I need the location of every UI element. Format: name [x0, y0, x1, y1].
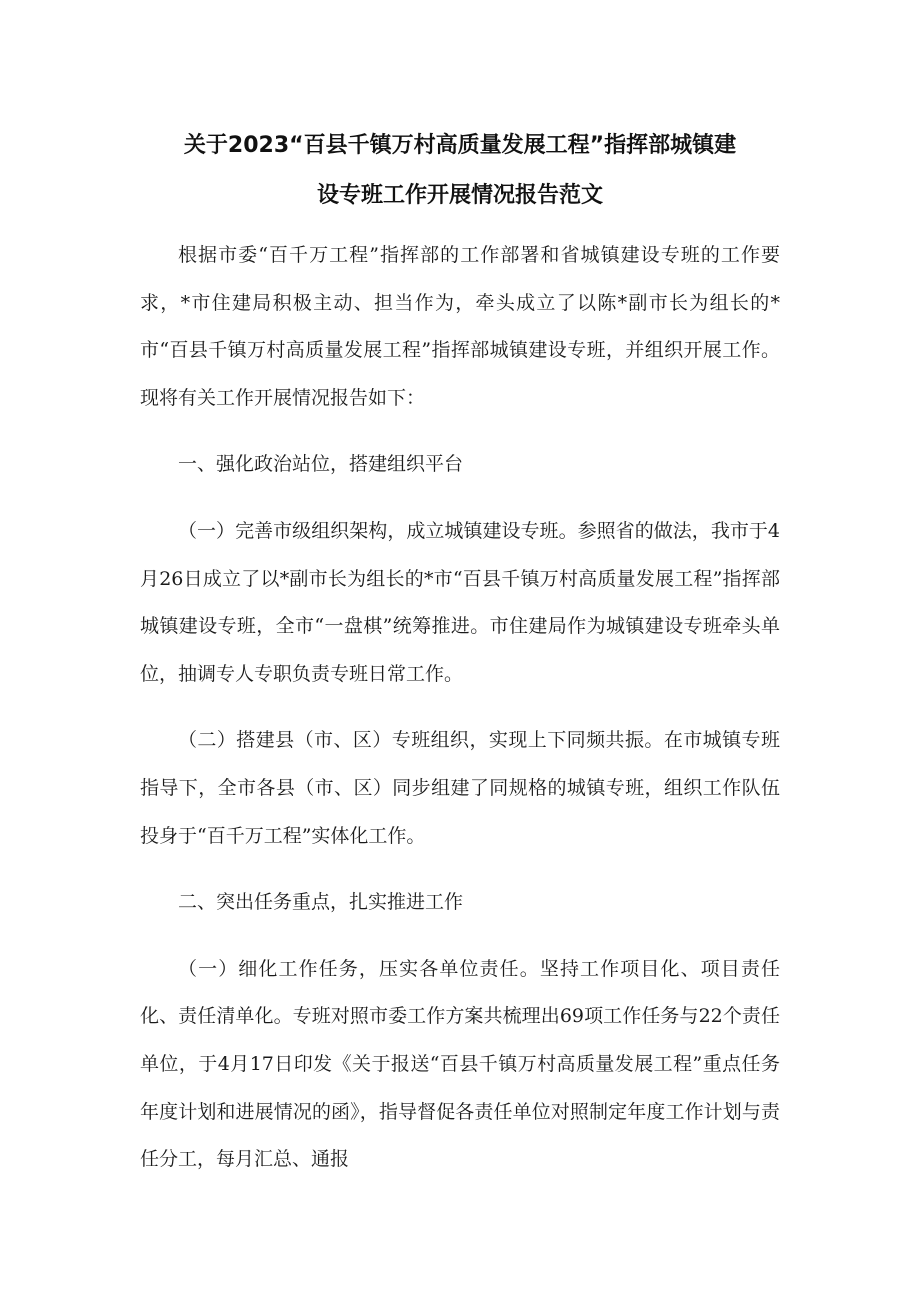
paragraph-1-2: （二）搭建县（市、区）专班组织，实现上下同频共振。在市城镇专班指导下，全市各县（市、区）同步组建了同规格的城镇专班，组织工作队伍投身于“百千万工程”实体化工作。	[140, 729, 780, 847]
paragraph-1-1: （一）完善市级组织架构，成立城镇建设专班。参照省的做法，我市于4月26日成立了以*副市长为组长的*市“百县千镇万村高质量发展工程”指挥部城镇建设专班，全市“一盘棋”统筹推进。市住建局作为城镇建设专班牵头单位，抽调专人专职负责专班日常工作。	[140, 519, 780, 685]
document-title	[110, 121, 810, 221]
intro-paragraph: 根据市委“百千万工程”指挥部的工作部署和省城镇建设专班的工作要求，*市住建局积极主动、担当作为，牵头成立了以陈*副市长为组长的*市“百县千镇万村高质量发展工程”指挥部城镇建设专班，并组织开展工作。现将有关工作开展情况报告如下：	[140, 244, 780, 409]
section-heading-2: 二、突出任务重点，扎实推进工作	[178, 891, 464, 914]
paragraph-2-1: （一）细化工作任务，压实各单位责任。坚持工作项目化、项目责任化、责任清单化。专班对照市委工作方案共梳理出69项工作任务与22个责任单位，于4月17日印发《关于报送“百县千镇万村高质量发展工程”重点任务年度计划和进展情况的函》，指导督促各责任单位对照制定年度工作计划与责任分工，每月汇总、通报	[140, 957, 780, 1171]
document-body	[140, 232, 780, 1203]
title-line-2: 设专班工作开展情况报告范文	[316, 182, 603, 208]
section-heading-1: 一、强化政治站位，搭建组织平台	[178, 453, 464, 476]
title-line-1: 关于2023“百县千镇万村高质量发展工程”指挥部城镇建	[183, 132, 737, 158]
